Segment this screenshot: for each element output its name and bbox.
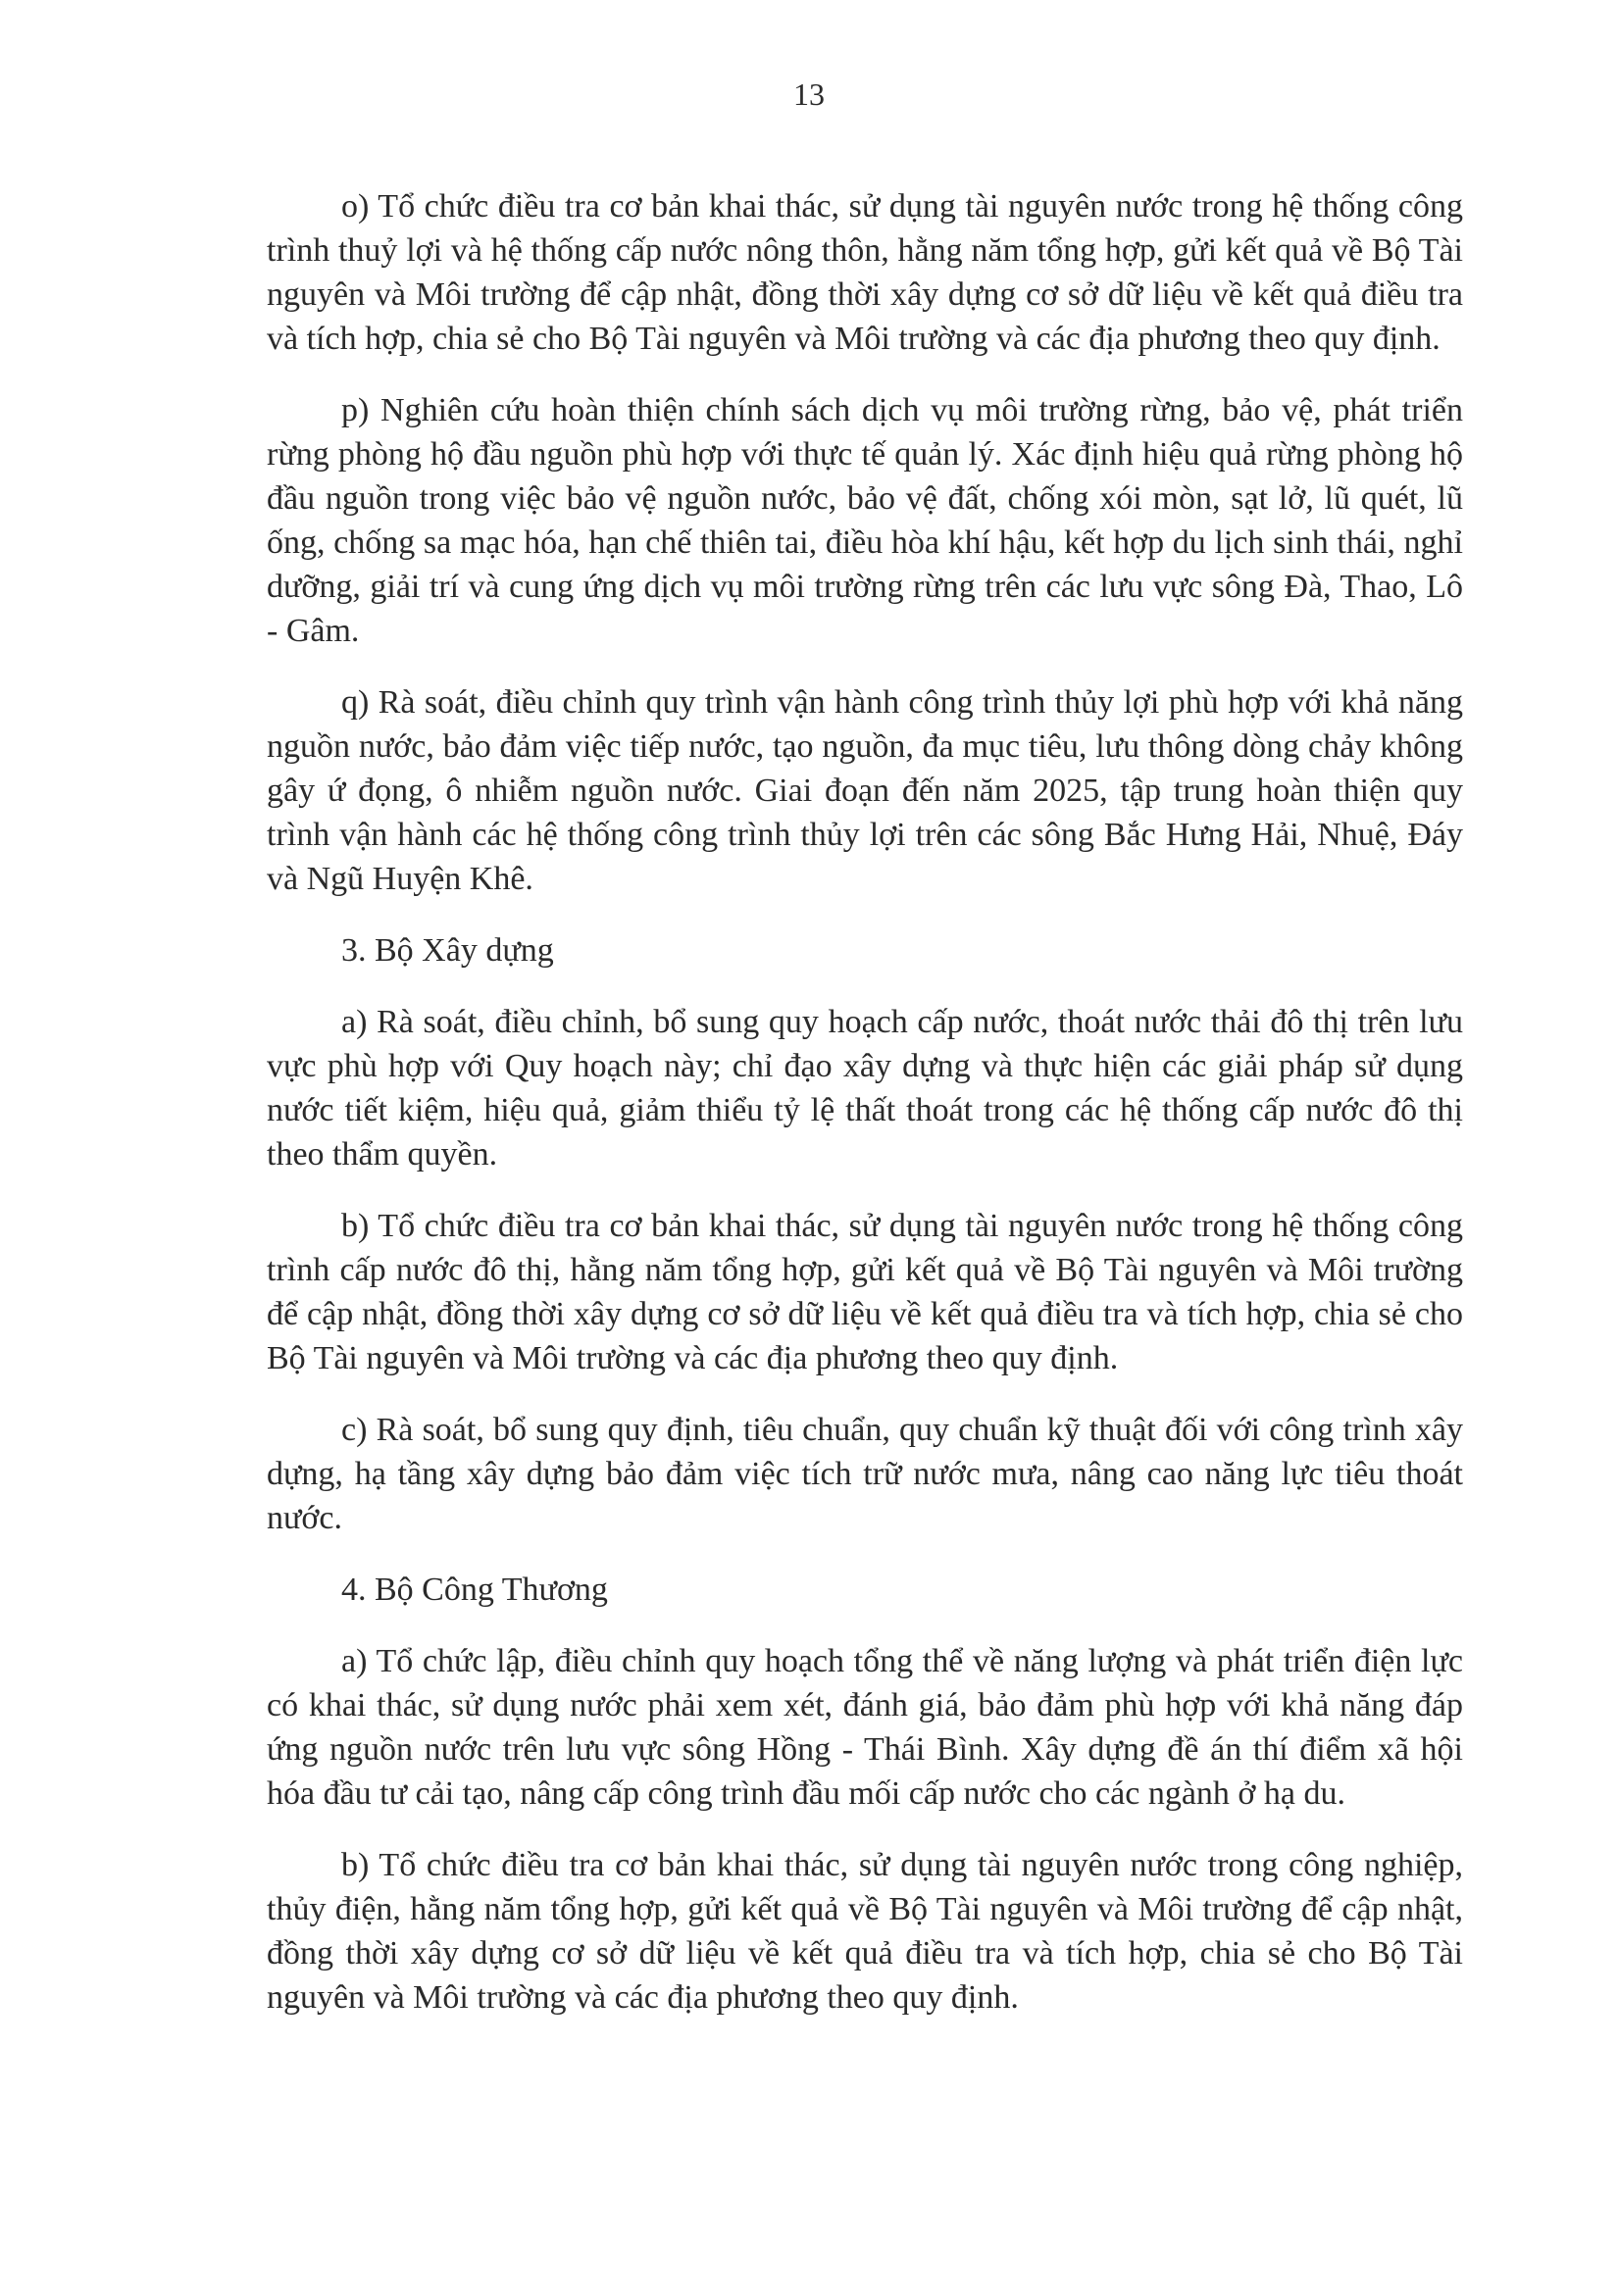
- paragraph-3b: b) Tổ chức điều tra cơ bản khai thác, sử dụng tài nguyên nước trong hệ thống công trình cấp nước đô thị, hằng năm tổng hợp, gửi kết quả về Bộ Tài nguyên và Môi trường để cập nhật, đồng thời xây dựng cơ sở dữ liệu về kết quả điều tra và tích hợp, chia sẻ cho Bộ Tài nguyên và Môi trường và các địa phương theo quy định.: [267, 1208, 1463, 1376]
- paragraph-4b: b) Tổ chức điều tra cơ bản khai thác, sử dụng tài nguyên nước trong công nghiệp, thủy điện, hằng năm tổng hợp, gửi kết quả về Bộ Tài nguyên và Môi trường để cập nhật, đồng thời xây dựng cơ sở dữ liệu về kết quả điều tra và tích hợp, chia sẻ cho Bộ Tài nguyên và Môi trường và các địa phương theo quy định.: [267, 1847, 1463, 2016]
- section-heading-3: 3. Bộ Xây dựng: [341, 932, 554, 969]
- paragraph-3a: a) Rà soát, điều chỉnh, bổ sung quy hoạch cấp nước, thoát nước thải đô thị trên lưu vực phù hợp với Quy hoạch này; chỉ đạo xây dựng và thực hiện các giải pháp sử dụng nước tiết kiệm, hiệu quả, giảm thiểu tỷ lệ thất thoát trong các hệ thống cấp nước đô thị theo thẩm quyền.: [267, 1004, 1463, 1173]
- section-heading-4: 4. Bộ Công Thương: [341, 1572, 608, 1608]
- paragraph-3c: c) Rà soát, bổ sung quy định, tiêu chuẩn, quy chuẩn kỹ thuật đối với công trình xây dựng, hạ tầng xây dựng bảo đảm việc tích trữ nước mưa, nâng cao năng lực tiêu thoát nước.: [267, 1412, 1463, 1536]
- paragraph-p: p) Nghiên cứu hoàn thiện chính sách dịch vụ môi trường rừng, bảo vệ, phát triển rừng phòng hộ đầu nguồn phù hợp với thực tế quản lý. Xác định hiệu quả rừng phòng hộ đầu nguồn trong việc bảo vệ nguồn nước, bảo vệ đất, chống xói mòn, sạt lở, lũ quét, lũ ống, chống sa mạc hóa, hạn chế thiên tai, điều hòa khí hậu, kết hợp du lịch sinh thái, nghỉ dưỡng, giải trí và cung ứng dịch vụ môi trường rừng trên các lưu vực sông Đà, Thao, Lô - Gâm.: [267, 392, 1463, 649]
- paragraph-o: o) Tổ chức điều tra cơ bản khai thác, sử dụng tài nguyên nước trong hệ thống công trình thuỷ lợi và hệ thống cấp nước nông thôn, hằng năm tổng hợp, gửi kết quả về Bộ Tài nguyên và Môi trường để cập nhật, đồng thời xây dựng cơ sở dữ liệu về kết quả điều tra và tích hợp, chia sẻ cho Bộ Tài nguyên và Môi trường và các địa phương theo quy định.: [267, 188, 1463, 357]
- document-body: [267, 184, 1463, 2047]
- paragraph-q: q) Rà soát, điều chỉnh quy trình vận hành công trình thủy lợi phù hợp với khả năng nguồn nước, bảo đảm việc tiếp nước, tạo nguồn, đa mục tiêu, lưu thông dòng chảy không gây ứ đọng, ô nhiễm nguồn nước. Giai đoạn đến năm 2025, tập trung hoàn thiện quy trình vận hành các hệ thống công trình thủy lợi trên các sông Bắc Hưng Hải, Nhuệ, Đáy và Ngũ Huyện Khê.: [267, 684, 1463, 897]
- page-number: 13: [793, 76, 825, 112]
- paragraph-4a: a) Tổ chức lập, điều chỉnh quy hoạch tổng thể về năng lượng và phát triển điện lực có khai thác, sử dụng nước phải xem xét, đánh giá, bảo đảm phù hợp với khả năng đáp ứng nguồn nước trên lưu vực sông Hồng - Thái Bình. Xây dựng đề án thí điểm xã hội hóa đầu tư cải tạo, nâng cấp công trình đầu mối cấp nước cho các ngành ở hạ du.: [267, 1643, 1463, 1812]
